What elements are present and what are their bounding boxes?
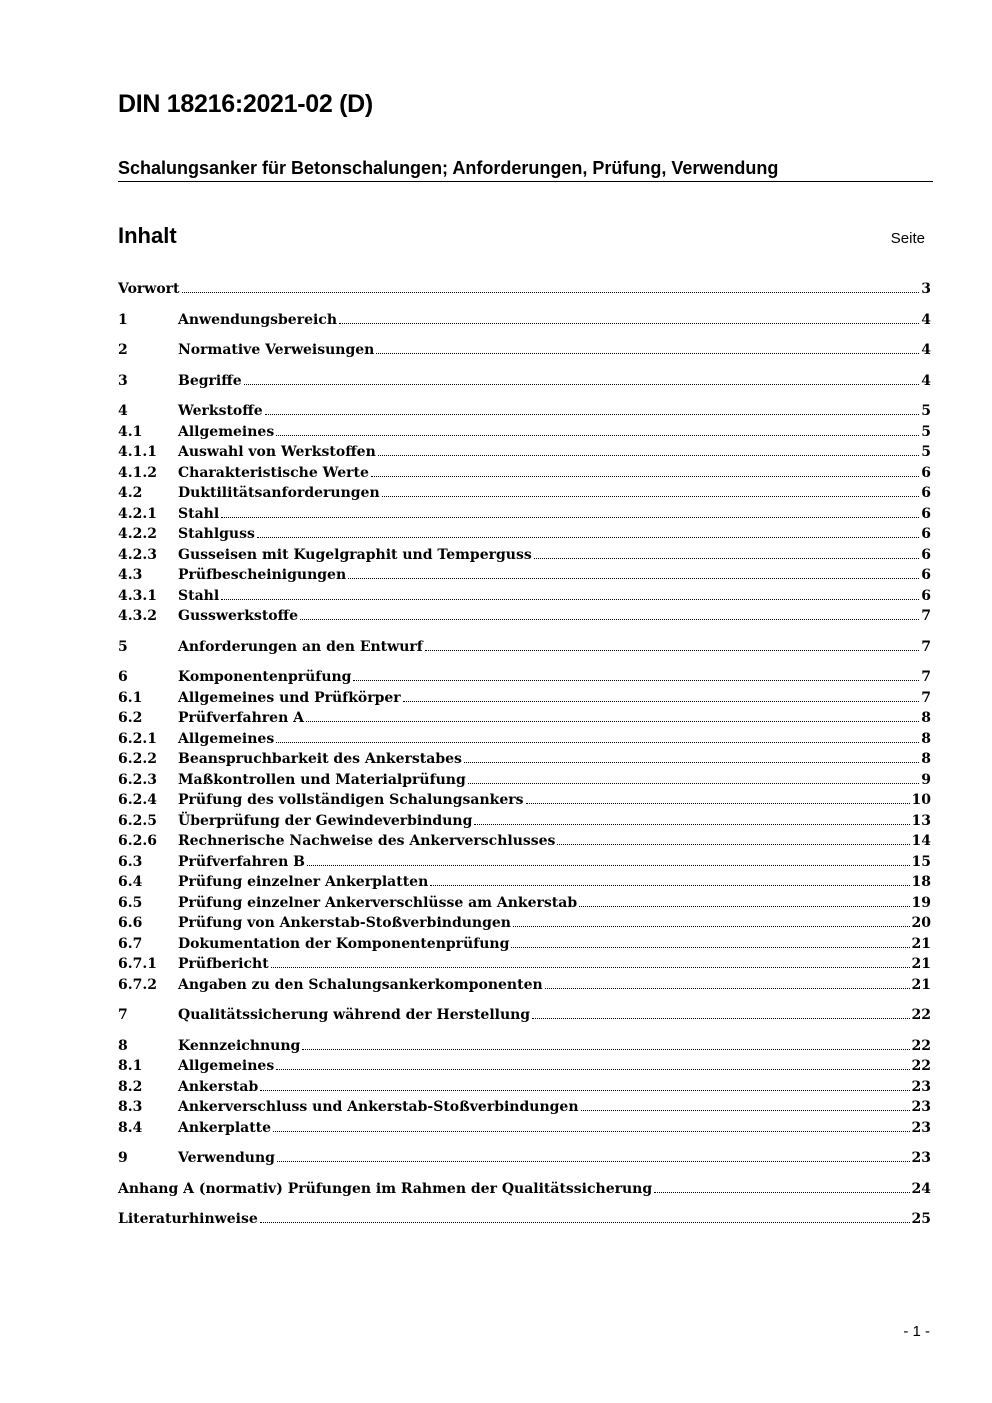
toc-entry-page: 23	[911, 1078, 931, 1095]
toc-entry-number: 8	[118, 1037, 128, 1054]
toc-entry-page: 23	[911, 1150, 931, 1166]
toc-entry-title: Prüfbescheinigungen	[178, 567, 347, 583]
toc-entry-number: 6.2.5	[118, 812, 157, 829]
toc-entry-number: 6.4	[118, 874, 143, 890]
toc-entry-number: 6.7.2	[118, 976, 157, 993]
toc-entry-number: 6.5	[118, 894, 143, 911]
toc-entry-title: Auswahl von Werkstoffen	[178, 444, 376, 460]
toc-dot-leader	[221, 586, 919, 600]
toc-entry-title: Ankerstab	[178, 1078, 259, 1095]
toc-entry-title: Verwendung	[178, 1150, 275, 1166]
toc-entry-title: Vorwort	[118, 281, 180, 297]
document-id: DIN 18216:2021-02 (D)	[118, 90, 373, 118]
toc-entry-page: 6	[921, 587, 931, 604]
toc-entry[interactable]	[118, 483, 931, 504]
toc-dot-leader	[579, 893, 909, 907]
toc-entry-title: Prüfung einzelner Ankerverschlüsse am Ankerstab	[178, 894, 578, 911]
toc-entry[interactable]	[118, 637, 931, 658]
toc-entry-title: Prüfung einzelner Ankerplatten	[178, 874, 429, 890]
toc-entry[interactable]	[118, 371, 931, 392]
toc-entry-page: 25	[911, 1211, 931, 1227]
toc-entry-page: 6	[921, 485, 931, 501]
toc-entry-title: Komponentenprüfung	[178, 669, 352, 685]
toc-entry[interactable]	[118, 279, 931, 300]
toc-entry[interactable]	[118, 975, 931, 996]
toc-dot-leader	[339, 310, 919, 324]
toc-entry-page: 8	[921, 730, 931, 747]
toc-dot-leader	[430, 872, 909, 886]
toc-entry-title: Überprüfung der Gewindeverbindung	[178, 812, 473, 829]
toc-dot-leader	[307, 852, 910, 866]
toc-heading: Inhalt	[118, 223, 177, 248]
toc-entry-title: Prüfung von Ankerstab-Stoßverbindungen	[178, 915, 511, 931]
toc-entry[interactable]	[118, 442, 931, 463]
toc-entry[interactable]	[118, 545, 931, 566]
toc-dot-leader	[474, 811, 909, 825]
toc-entry-number: 6.2.2	[118, 751, 157, 767]
toc-entry[interactable]	[118, 667, 931, 688]
toc-entry-page: 9	[921, 771, 931, 788]
toc-entry[interactable]	[118, 852, 931, 873]
toc-entry-title: Allgemeines und Prüfkörper	[178, 689, 401, 706]
toc-entry-number: 3	[118, 372, 128, 389]
toc-entry-title: Prüfung des vollständigen Schalungsankers	[178, 792, 524, 808]
toc-entry-page: 22	[911, 1058, 931, 1074]
toc-entry-number: 6.7.1	[118, 956, 157, 972]
toc-entry-title: Charakteristische Werte	[178, 464, 369, 481]
toc-entry-title: Anwendungsbereich	[178, 311, 337, 328]
toc-entry[interactable]	[118, 504, 931, 525]
toc-dot-leader	[468, 770, 919, 784]
toc-dot-leader	[348, 565, 919, 579]
toc-entry-number: 4.3	[118, 567, 143, 583]
toc-entry-number: 6.1	[118, 689, 143, 706]
toc-entry-title: Stahl	[178, 505, 220, 522]
toc-entry[interactable]	[118, 565, 931, 586]
toc-entry[interactable]	[118, 893, 931, 914]
toc-entry-page: 10	[911, 792, 931, 808]
toc-entry[interactable]	[118, 310, 931, 331]
toc-dot-leader	[257, 524, 919, 538]
toc-entry-number: 6.2.4	[118, 792, 157, 808]
toc-entry-number: 8.4	[118, 1119, 143, 1136]
toc-entry-number: 4.1.1	[118, 444, 157, 460]
toc-entry-page: 22	[911, 1037, 931, 1054]
toc-entry-page: 8	[921, 710, 931, 726]
toc-entry-title: Prüfbericht	[178, 956, 269, 972]
toc-entry-title: Werkstoffe	[178, 403, 263, 419]
toc-entry-title: Prüfverfahren B	[178, 853, 305, 870]
toc-entry-title: Ankerplatte	[178, 1119, 272, 1136]
toc-entry-title: Allgemeines	[178, 423, 275, 440]
toc-entry[interactable]	[118, 749, 931, 770]
toc-entry-number: 4.2.3	[118, 546, 157, 563]
toc-dot-leader	[265, 401, 920, 415]
toc-dot-leader	[260, 1209, 910, 1223]
toc-entry[interactable]	[118, 688, 931, 709]
toc-entry-page: 6	[921, 526, 931, 542]
toc-entry[interactable]	[118, 606, 931, 627]
toc-dot-leader	[403, 688, 920, 702]
toc-dot-leader	[353, 667, 919, 681]
toc-entry[interactable]	[118, 708, 931, 729]
toc-dot-leader	[425, 637, 919, 651]
toc-entry[interactable]	[118, 811, 931, 832]
toc-entry-page: 7	[921, 689, 931, 706]
toc-dot-leader	[300, 606, 919, 620]
toc-entry-title: Anforderungen an den Entwurf	[178, 638, 423, 655]
toc-entry[interactable]	[118, 422, 931, 443]
toc-dot-leader	[276, 729, 919, 743]
toc-entry-page: 23	[911, 1099, 931, 1115]
toc-entry[interactable]	[118, 401, 931, 422]
toc-entry[interactable]	[118, 1179, 931, 1200]
toc-entry-title: Allgemeines	[178, 730, 275, 747]
toc-entry-page: 8	[921, 751, 931, 767]
toc-dot-leader	[244, 371, 920, 385]
toc-dot-leader	[260, 1077, 909, 1091]
toc-entry[interactable]	[118, 790, 931, 811]
toc-entry-page: 19	[911, 894, 931, 911]
table-of-contents	[118, 279, 931, 1230]
toc-entry-title: Allgemeines	[178, 1058, 275, 1074]
toc-entry-number: 4.3.1	[118, 587, 157, 604]
toc-entry-page: 21	[911, 935, 931, 952]
toc-entry-number: 6.2.3	[118, 771, 157, 788]
toc-entry[interactable]	[118, 1209, 931, 1230]
toc-entry[interactable]	[118, 524, 931, 545]
toc-entry-page: 7	[921, 669, 931, 685]
toc-entry-page: 4	[921, 311, 931, 328]
toc-entry-title: Gusswerkstoffe	[178, 608, 299, 624]
toc-entry-number: 4.2	[118, 485, 143, 501]
toc-entry-title: Kennzeichnung	[178, 1037, 301, 1054]
toc-entry[interactable]	[118, 340, 931, 361]
page-column-label: Seite	[890, 230, 925, 247]
toc-entry-page: 6	[921, 567, 931, 583]
toc-entry[interactable]	[118, 586, 931, 607]
toc-entry-page: 3	[921, 281, 931, 297]
toc-entry[interactable]	[118, 1148, 931, 1169]
toc-entry-page: 22	[911, 1007, 931, 1023]
toc-dot-leader	[378, 442, 919, 456]
toc-entry-number: 4	[118, 403, 128, 419]
toc-dot-leader	[277, 1148, 910, 1162]
toc-entry-number: 6.3	[118, 853, 143, 870]
toc-entry-page: 4	[921, 342, 931, 358]
toc-entry-number: 7	[118, 1007, 128, 1023]
toc-entry-title: Qualitätssicherung während der Herstellung	[178, 1007, 531, 1023]
toc-entry-number: 6.2	[118, 710, 143, 726]
toc-dot-leader	[276, 1056, 909, 1070]
toc-dot-leader	[511, 934, 909, 948]
toc-entry-title: Stahlguss	[178, 526, 255, 542]
toc-entry-number: 5	[118, 638, 128, 655]
toc-entry-page: 20	[911, 915, 931, 931]
toc-entry-page: 18	[911, 874, 931, 890]
toc-entry[interactable]	[118, 954, 931, 975]
toc-entry-page: 15	[911, 853, 931, 870]
toc-entry[interactable]	[118, 913, 931, 934]
toc-dot-leader	[276, 422, 919, 436]
toc-entry-page: 23	[911, 1119, 931, 1136]
toc-entry-number: 4.3.2	[118, 608, 157, 624]
toc-dot-leader	[654, 1179, 909, 1193]
toc-entry-page: 7	[921, 638, 931, 655]
toc-dot-leader	[371, 463, 919, 477]
toc-entry-title: Normative Verweisungen	[178, 342, 375, 358]
toc-entry-number: 2	[118, 342, 128, 358]
toc-entry[interactable]	[118, 1036, 931, 1057]
toc-entry-page: 5	[921, 444, 931, 460]
toc-entry-number: 4.1	[118, 423, 143, 440]
toc-dot-leader	[382, 483, 920, 497]
toc-entry-number: 1	[118, 311, 128, 328]
toc-entry-number: 6.6	[118, 915, 143, 931]
toc-entry-title: Begriffe	[178, 372, 242, 389]
toc-entry-page: 5	[921, 423, 931, 440]
toc-dot-leader	[376, 340, 919, 354]
toc-entry-title: Beanspruchbarkeit des Ankerstabes	[178, 751, 462, 767]
toc-entry[interactable]	[118, 729, 931, 750]
toc-entry-number: 8.2	[118, 1078, 143, 1095]
toc-entry-page: 6	[921, 505, 931, 522]
toc-entry-page: 5	[921, 403, 931, 419]
toc-entry-title: Duktilitätsanforderungen	[178, 485, 380, 501]
toc-dot-leader	[273, 1118, 909, 1132]
toc-entry[interactable]	[118, 463, 931, 484]
toc-entry[interactable]	[118, 872, 931, 893]
toc-dot-leader	[221, 504, 919, 518]
toc-entry-page: 14	[911, 833, 931, 849]
toc-entry-number: 9	[118, 1150, 128, 1166]
toc-entry[interactable]	[118, 1056, 931, 1077]
toc-entry[interactable]	[118, 1077, 931, 1098]
toc-entry-title: Stahl	[178, 587, 220, 604]
toc-entry-number: 4.1.2	[118, 464, 157, 481]
toc-entry-title: Angaben zu den Schalungsankerkomponenten	[178, 976, 543, 993]
toc-entry[interactable]	[118, 1118, 931, 1139]
toc-entry-title: Maßkontrollen und Materialprüfung	[178, 771, 466, 788]
toc-dot-leader	[545, 975, 910, 989]
toc-dot-leader	[557, 831, 909, 845]
toc-entry[interactable]	[118, 1005, 931, 1026]
toc-dot-leader	[581, 1097, 910, 1111]
toc-entry-number: 4.2.2	[118, 526, 157, 542]
toc-entry-page: 24	[911, 1180, 931, 1197]
toc-entry[interactable]	[118, 1097, 931, 1118]
toc-dot-leader	[306, 708, 919, 722]
toc-entry-title: Gusseisen mit Kugelgraphit und Temperguss	[178, 546, 532, 563]
toc-dot-leader	[302, 1036, 909, 1050]
toc-entry-page: 6	[921, 546, 931, 563]
document-subtitle: Schalungsanker für Betonschalungen; Anforderungen, Prüfung, Verwendung	[118, 158, 933, 182]
toc-entry-number: 6.2.1	[118, 730, 157, 747]
toc-entry-title: Prüfverfahren A	[178, 710, 304, 726]
toc-entry[interactable]	[118, 934, 931, 955]
toc-entry-title: Anhang A (normativ) Prüfungen im Rahmen der Qualitätssicherung	[118, 1180, 653, 1197]
toc-entry-page: 4	[921, 372, 931, 389]
toc-entry-page: 7	[921, 608, 931, 624]
toc-dot-leader	[526, 790, 910, 804]
toc-entry-page: 21	[911, 976, 931, 993]
toc-entry-number: 8.3	[118, 1099, 143, 1115]
page-number: - 1 -	[903, 1323, 930, 1340]
toc-entry-title: Literaturhinweise	[118, 1211, 258, 1227]
toc-entry-title: Ankerverschluss und Ankerstab-Stoßverbindungen	[178, 1099, 579, 1115]
toc-entry-number: 6.2.6	[118, 833, 157, 849]
toc-dot-leader	[464, 749, 919, 763]
toc-entry-page: 21	[911, 956, 931, 972]
toc-entry[interactable]	[118, 831, 931, 852]
toc-dot-leader	[271, 954, 910, 968]
toc-entry-number: 4.2.1	[118, 505, 157, 522]
toc-dot-leader	[182, 279, 920, 293]
toc-entry-number: 6.7	[118, 935, 143, 952]
toc-entry-page: 6	[921, 464, 931, 481]
toc-dot-leader	[532, 1005, 909, 1019]
toc-entry[interactable]	[118, 770, 931, 791]
toc-entry-number: 6	[118, 669, 128, 685]
toc-dot-leader	[534, 545, 920, 559]
toc-dot-leader	[513, 913, 910, 927]
toc-entry-number: 8.1	[118, 1058, 143, 1074]
toc-entry-page: 13	[911, 812, 931, 829]
toc-entry-title: Dokumentation der Komponentenprüfung	[178, 935, 510, 952]
toc-entry-title: Rechnerische Nachweise des Ankerverschlusses	[178, 833, 556, 849]
